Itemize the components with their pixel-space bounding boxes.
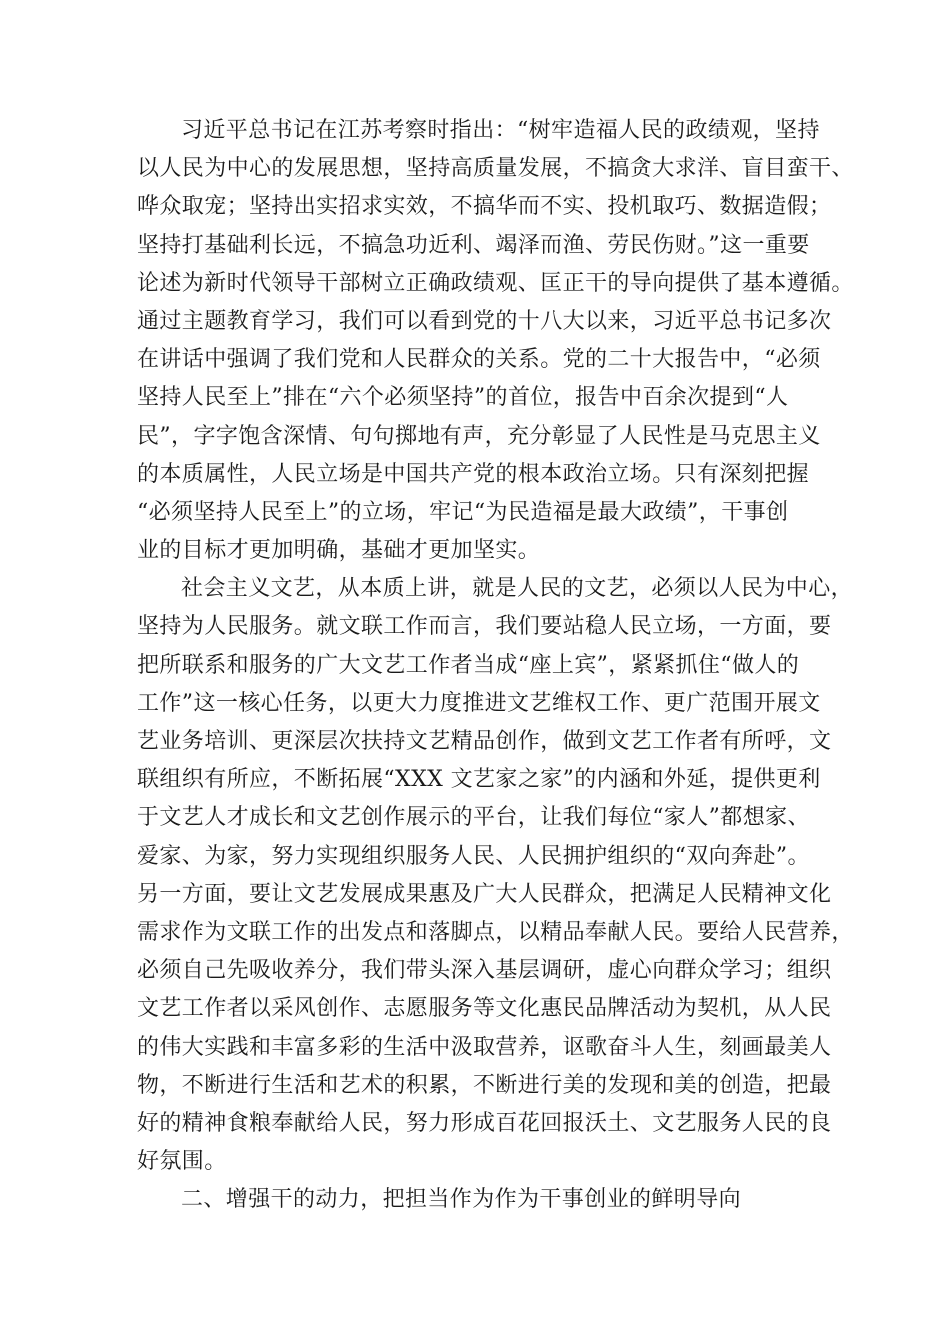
paragraph-line: 必须自己先吸收养分，我们带头深入基层调研，虚心向群众学习；组织 — [137, 958, 832, 984]
paragraph-line: 坚持人民至上”排在“六个必须坚持”的首位，报告中百余次提到“人 — [137, 385, 789, 411]
paragraph-line: 把所联系和服务的广大文艺工作者当成“座上宾”，紧紧抓住“做人的 — [137, 652, 800, 678]
paragraph-line: 好氛围。 — [137, 1149, 227, 1175]
paragraph-line: 习近平总书记在江苏考察时指出：“树牢造福人民的政绩观，坚持 — [181, 118, 820, 143]
paragraph-line: 坚持打基础利长远，不搞急功近利、竭泽而渔、劳民伤财。”这一重要 — [137, 232, 810, 258]
paragraph-line: 民”，字字饱含深情、句句掷地有声，充分彰显了人民性是马克思主义 — [137, 423, 821, 449]
paragraph-line: 艺业务培训、更深层次扶持文艺精品创作，做到文艺工作者有所呼，文 — [137, 729, 832, 754]
paragraph-line: 坚持为人民服务。就文联工作而言，我们要站稳人民立场，一方面，要 — [137, 614, 832, 640]
paragraph-2 — [137, 570, 853, 1181]
paragraph-line: 的本质属性，人民立场是中国共产党的根本政治立场。只有深刻把握 — [137, 461, 810, 487]
paragraph-line: 好的精神食粮奉献给人民，努力形成百花回报沃土、文艺服务人民的良 — [137, 1110, 832, 1136]
paragraph-line: 于文艺人才成长和文艺创作展示的平台，让我们每位“家人”都想家、 — [137, 805, 810, 831]
section-heading: 二、增强干的动力，把担当作为作为干事创业的鲜明导向 — [181, 1187, 742, 1213]
paragraph-line: “必须坚持人民至上”的立场，牢记“为民造福是最大政绩”，干事创 — [137, 499, 789, 525]
paragraph-1 — [137, 112, 853, 570]
paragraph-line: 物，不断进行生活和艺术的积累，不断进行美的发现和美的创造，把最 — [137, 1072, 832, 1098]
paragraph-line: 联组织有所应，不断拓展“XXX 文艺家之家”的内涵和外延，提供更利 — [137, 767, 821, 793]
paragraph-line: 需求作为文联工作的出发点和落脚点，以精品奉献人民。要给人民营养， — [137, 919, 854, 945]
paragraph-line: 论述为新时代领导干部树立正确政绩观、匡正干的导向提供了基本遵循。 — [137, 270, 854, 296]
paragraph-line: 业的目标才更加明确，基础才更加坚实。 — [137, 538, 541, 564]
paragraph-line: 另一方面，要让文艺发展成果惠及广大人民群众，把满足人民精神文化 — [137, 881, 832, 907]
paragraph-line: 哗众取宠；坚持出实招求实效，不搞华而不实、投机取巧、数据造假； — [137, 194, 832, 220]
paragraph-line: 通过主题教育学习，我们可以看到党的十八大以来，习近平总书记多次 — [137, 308, 832, 334]
document-page — [137, 112, 853, 1219]
paragraph-line: 爱家、为家，努力实现组织服务人民、人民拥护组织的“双向奔赴”。 — [137, 843, 810, 869]
paragraph-line: 在讲话中强调了我们党和人民群众的关系。党的二十大报告中，“必须 — [137, 347, 821, 373]
paragraph-line: 文艺工作者以采风创作、志愿服务等文化惠民品牌活动为契机，从人民 — [137, 996, 832, 1022]
paragraph-line: 以人民为中心的发展思想，坚持高质量发展，不搞贪大求洋、盲目蛮干、 — [137, 156, 854, 182]
paragraph-line: 工作”这一核心任务，以更大力度推进文艺维权工作、更广范围开展文 — [137, 690, 821, 716]
paragraph-line: 社会主义文艺，从本质上讲，就是人民的文艺，必须以人民为中心， — [181, 576, 854, 602]
paragraph-line: 的伟大实践和丰富多彩的生活中汲取营养，讴歌奋斗人生，刻画最美人 — [137, 1034, 832, 1060]
